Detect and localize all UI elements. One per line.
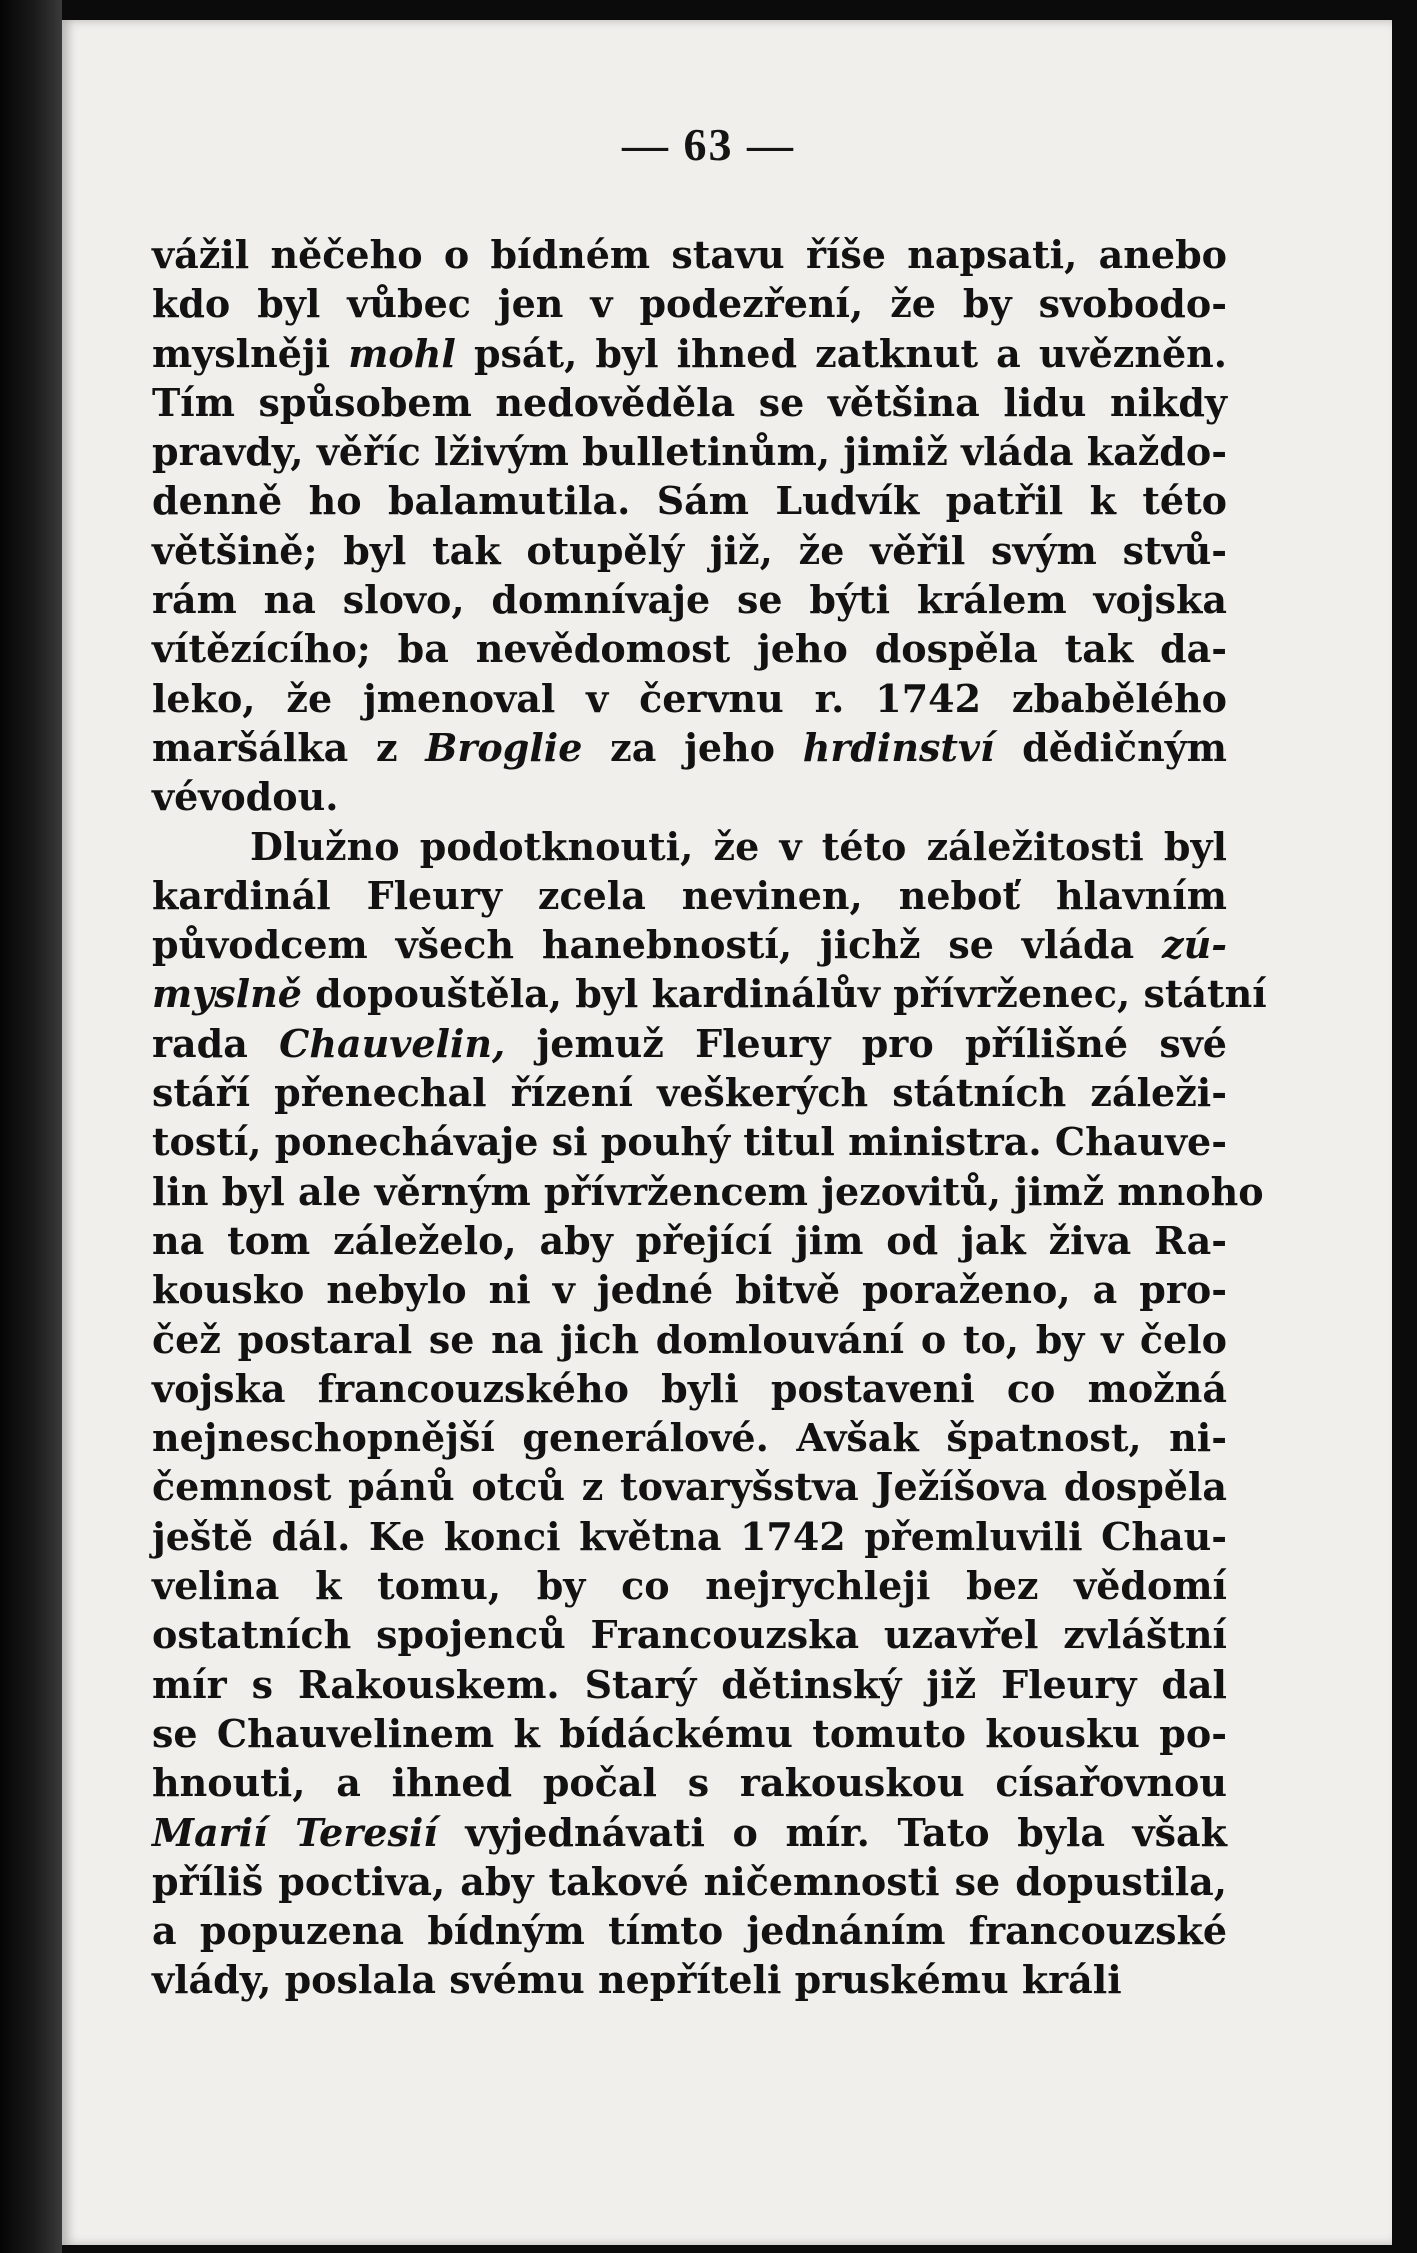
text-line: čež postaral se na jich domlouvání o to, by v čelo (152, 1316, 1227, 1362)
text-line: vážil něčeho o bídném stavu říše napsati, anebo (152, 232, 1227, 277)
text-line: a popuzena bídným tímto jednáním francouzské (152, 1908, 1227, 1954)
body-text (152, 230, 1267, 2005)
text-line: rada Chauvelin, jemuž Fleury pro přílišné své (152, 1020, 1227, 1066)
text-line: leko, že jmenoval v červnu r. 1742 zbabělého (152, 675, 1227, 721)
text-line: ostatních spojenců Francouzska uzavřel zvláštní (152, 1612, 1227, 1658)
text-line: kousko nebylo ni v jedné bitvě poraženo, a pro- (152, 1267, 1227, 1313)
text-line: hnouti, a ihned počal s rakouskou císařovnou (152, 1760, 1227, 1806)
text-line: vévodou. (152, 774, 339, 820)
text-line: čemnost pánů otců z tovaryšstva Ježíšova dospěla (152, 1464, 1227, 1510)
text-line: vítězícího; ba nevědomost jeho dospěla tak da- (152, 626, 1227, 672)
text-line: tostí, ponechávaje si pouhý titul ministra. Chauve- (152, 1119, 1227, 1165)
text-line: ještě dál. Ke konci května 1742 přemluvili Chau- (152, 1513, 1227, 1559)
text-line: rám na slovo, domnívaje se býti králem vojska (152, 577, 1227, 623)
text-line: vojska francouzského byli postaveni co možná (152, 1365, 1227, 1411)
text-line: kdo byl vůbec jen v podezření, že by svobodo- (152, 281, 1227, 327)
scan-border (0, 0, 62, 2253)
text-line: většině; byl tak otupělý již, že věřil svým stvů- (152, 527, 1227, 573)
text-line: Tím spůsobem nedověděla se většina lidu nikdy (152, 379, 1227, 425)
text-line: Marií Teresií vyjednávati o mír. Tato byla však (152, 1809, 1227, 1855)
text-line: denně ho balamutila. Sám Ludvík patřil k této (152, 478, 1227, 524)
text-line: maršálka z Broglie za jeho hrdinství dědičným (152, 724, 1227, 770)
text-line: na tom záleželo, aby přející jim od jak živa Ra- (152, 1217, 1227, 1263)
text-line: vlády, poslala svému nepříteli pruskému králi (152, 1957, 1122, 2003)
text-line: stáří přenechal řízení veškerých státních záleži- (152, 1070, 1227, 1116)
text-line: kardinál Fleury zcela nevinen, neboť hlavním (152, 872, 1227, 918)
text-line: se Chauvelinem k bídáckému tomuto kousku po- (152, 1710, 1227, 1756)
text-line: velina k tomu, by co nejrychleji bez vědomí (152, 1563, 1227, 1609)
text-line: lin byl ale věrným přívržencem jezovitů, jimž mnoho (152, 1168, 1264, 1214)
text-line: příliš poctiva, aby takové ničemnosti se dopustila, (152, 1858, 1227, 1904)
text-line: myslněji mohl psát, byl ihned zatknut a uvězněn. (152, 330, 1227, 376)
page-number: — 63 — (622, 119, 795, 170)
text-line: mír s Rakouskem. Starý dětinský již Fleury dal (152, 1661, 1227, 1707)
text-line: původcem všech hanebností, jichž se vláda zú- (152, 922, 1227, 968)
text-line: nejneschopnější generálové. Avšak špatnost, ni- (152, 1415, 1227, 1461)
text-line: pravdy, věříc lživým bulletinům, jimiž vláda každo- (152, 429, 1227, 475)
text-line: Dlužno podotknouti, že v této záležitosti byl (250, 823, 1227, 869)
text-line: myslně dopouštěla, byl kardinálův přívrženec, státní (152, 971, 1267, 1017)
